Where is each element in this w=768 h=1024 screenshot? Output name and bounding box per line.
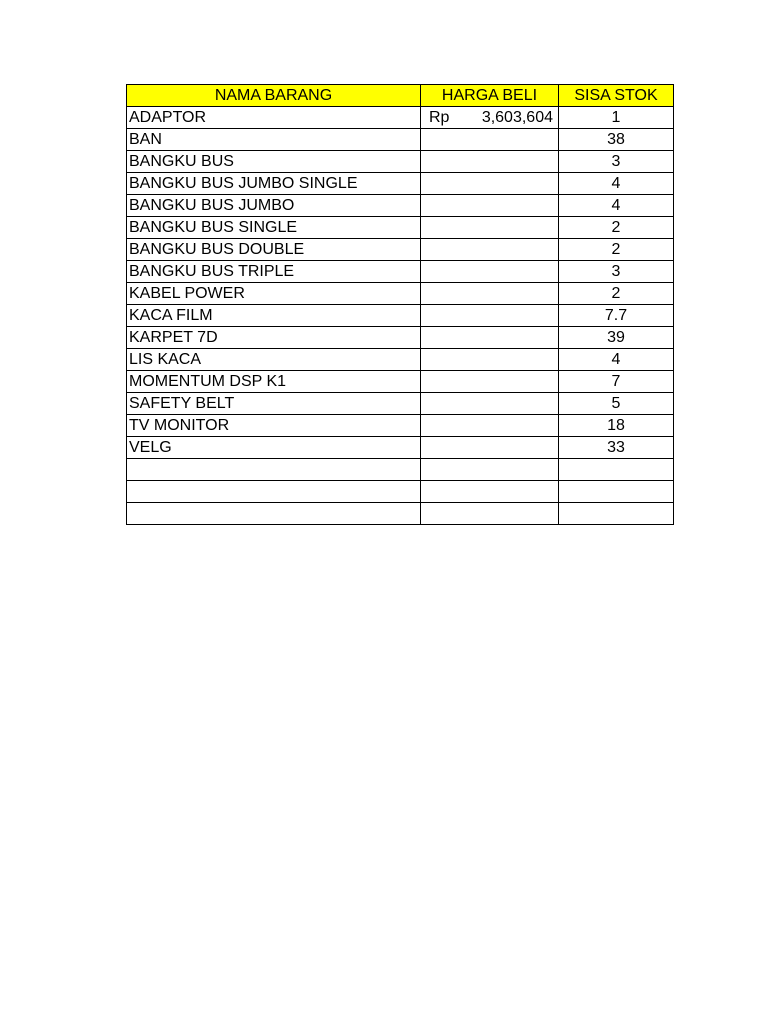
item-name-cell: KACA FILM <box>127 305 421 327</box>
stock-cell: 4 <box>559 349 674 371</box>
table-row <box>127 129 674 151</box>
stock-cell: 2 <box>559 239 674 261</box>
header-harga-beli: HARGA BELI <box>421 85 559 107</box>
stock-cell: 3 <box>559 261 674 283</box>
item-name-cell: BANGKU BUS <box>127 151 421 173</box>
price-cell <box>421 261 559 283</box>
price-cell <box>421 151 559 173</box>
item-name-cell <box>127 459 421 481</box>
table-row <box>127 195 674 217</box>
table-row <box>127 327 674 349</box>
item-name-cell: VELG <box>127 437 421 459</box>
table-row <box>127 239 674 261</box>
table-row <box>127 261 674 283</box>
table-row <box>127 415 674 437</box>
stock-cell <box>559 503 674 525</box>
stock-cell: 4 <box>559 173 674 195</box>
price-cell <box>421 305 559 327</box>
table-row <box>127 107 674 129</box>
price-cell <box>421 239 559 261</box>
item-name-cell: KABEL POWER <box>127 283 421 305</box>
stock-table <box>126 84 674 525</box>
item-name-cell <box>127 503 421 525</box>
table-row <box>127 283 674 305</box>
price-cell <box>421 371 559 393</box>
stock-cell: 7 <box>559 371 674 393</box>
stock-cell: 38 <box>559 129 674 151</box>
price-cell <box>421 327 559 349</box>
item-name-cell: BANGKU BUS JUMBO SINGLE <box>127 173 421 195</box>
item-name-cell: BANGKU BUS TRIPLE <box>127 261 421 283</box>
item-name-cell: SAFETY BELT <box>127 393 421 415</box>
header-sisa-stok: SISA STOK <box>559 85 674 107</box>
price-amount: 3,603,604 <box>481 109 553 126</box>
price-cell <box>421 217 559 239</box>
stock-cell: 7.7 <box>559 305 674 327</box>
header-nama-barang: NAMA BARANG <box>127 85 421 107</box>
stock-cell: 18 <box>559 415 674 437</box>
item-name-cell: BANGKU BUS JUMBO <box>127 195 421 217</box>
table-row <box>127 459 674 481</box>
price-cell <box>421 503 559 525</box>
stock-cell <box>559 459 674 481</box>
stock-cell: 2 <box>559 217 674 239</box>
price-cell <box>421 481 559 503</box>
currency-label: Rp <box>429 109 450 126</box>
price-cell <box>421 129 559 151</box>
stock-cell: 39 <box>559 327 674 349</box>
stock-cell <box>559 481 674 503</box>
price-cell <box>421 195 559 217</box>
table-row <box>127 305 674 327</box>
item-name-cell <box>127 481 421 503</box>
stock-cell: 1 <box>559 107 674 129</box>
table-row <box>127 217 674 239</box>
table-row <box>127 349 674 371</box>
item-name-cell: BAN <box>127 129 421 151</box>
price-cell <box>421 283 559 305</box>
item-name-cell: KARPET 7D <box>127 327 421 349</box>
stock-cell: 3 <box>559 151 674 173</box>
item-name-cell: MOMENTUM DSP K1 <box>127 371 421 393</box>
table-row <box>127 173 674 195</box>
item-name-cell: BANGKU BUS SINGLE <box>127 217 421 239</box>
stock-cell: 4 <box>559 195 674 217</box>
table-row <box>127 393 674 415</box>
price-cell <box>421 415 559 437</box>
table-body <box>127 107 674 525</box>
item-name-cell: TV MONITOR <box>127 415 421 437</box>
table-row <box>127 437 674 459</box>
table-row <box>127 371 674 393</box>
header-row <box>127 85 674 107</box>
item-name-cell: BANGKU BUS DOUBLE <box>127 239 421 261</box>
price-cell <box>421 393 559 415</box>
stock-cell: 33 <box>559 437 674 459</box>
stock-cell: 5 <box>559 393 674 415</box>
item-name-cell: LIS KACA <box>127 349 421 371</box>
table-row <box>127 151 674 173</box>
price-cell <box>421 349 559 371</box>
stock-cell: 2 <box>559 283 674 305</box>
price-cell <box>421 173 559 195</box>
price-cell <box>421 437 559 459</box>
table-row <box>127 481 674 503</box>
price-cell <box>421 107 559 129</box>
item-name-cell: ADAPTOR <box>127 107 421 129</box>
table-row <box>127 503 674 525</box>
price-cell <box>421 459 559 481</box>
